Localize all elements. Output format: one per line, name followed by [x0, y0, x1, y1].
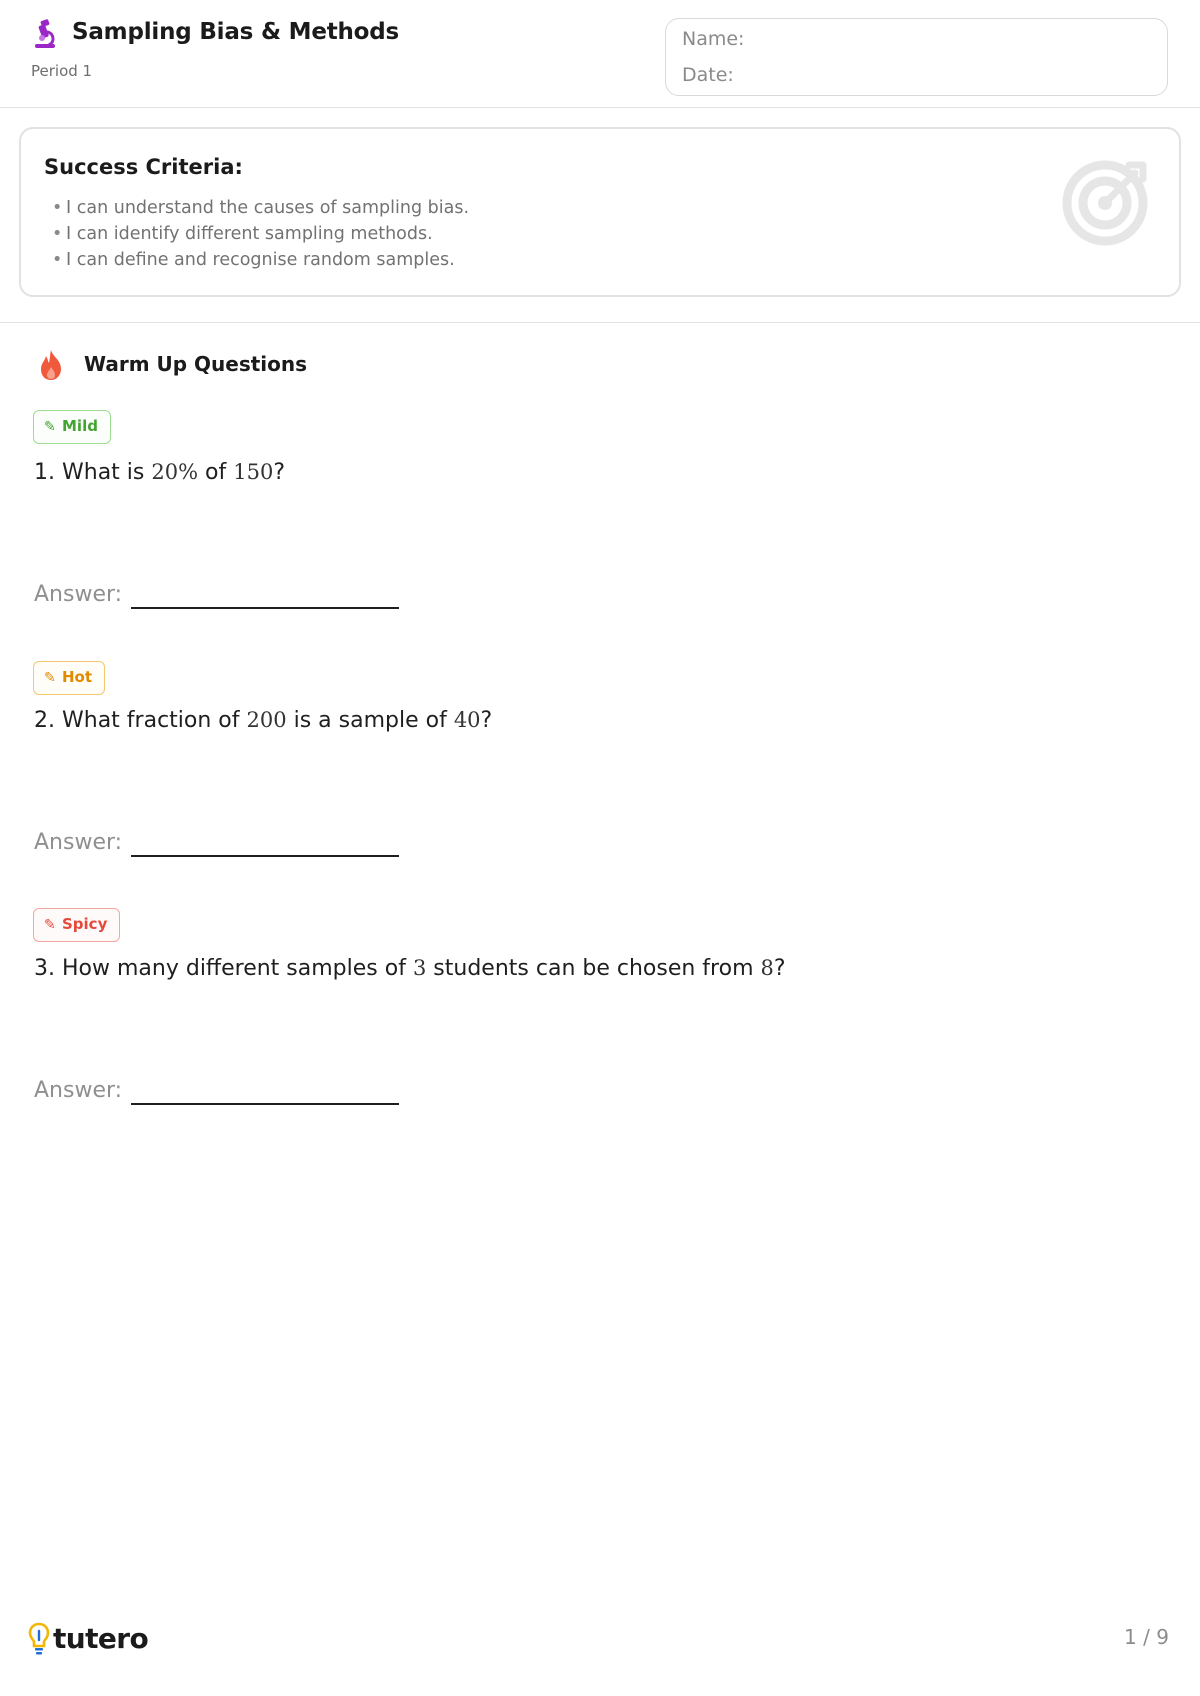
- chili-icon: ✎: [44, 917, 56, 933]
- answer-line[interactable]: [131, 855, 399, 857]
- name-date-box: [665, 18, 1168, 96]
- criteria-item: • I can understand the causes of sampling bias.: [52, 198, 470, 218]
- chili-icon: ✎: [44, 419, 56, 435]
- question-3: 3. How many different samples of 3 students can be chosen from 8?: [34, 956, 786, 981]
- answer-line[interactable]: [131, 1103, 399, 1105]
- date-field[interactable]: Date:: [682, 64, 734, 86]
- criteria-item: • I can define and recognise random samples.: [52, 250, 455, 270]
- worksheet-title: Sampling Bias & Methods: [72, 19, 400, 45]
- question-1: 1. What is 20% of 150?: [34, 460, 286, 485]
- answer-label: Answer:: [34, 1078, 123, 1103]
- section-divider: [0, 322, 1200, 323]
- success-criteria-list: [52, 195, 469, 273]
- criteria-item: • I can identify different sampling methods.: [52, 224, 433, 244]
- flame-icon: [38, 349, 64, 381]
- target-icon: [1061, 155, 1153, 247]
- answer-label: Answer:: [34, 582, 123, 607]
- question-2: 2. What fraction of 200 is a sample of 40?: [34, 708, 493, 733]
- footer-brand: tutero: [53, 1622, 149, 1655]
- answer-line[interactable]: [131, 607, 399, 609]
- difficulty-badge-spicy: ✎ Spicy: [33, 908, 120, 942]
- worksheet-header: [0, 0, 1200, 108]
- section-title: Warm Up Questions: [84, 352, 308, 376]
- answer-label: Answer:: [34, 830, 123, 855]
- lightbulb-icon: [28, 1622, 50, 1656]
- page-number: 1 / 9: [1124, 1625, 1169, 1649]
- microscope-icon: [32, 18, 58, 52]
- difficulty-badge-hot: ✎ Hot: [33, 661, 105, 695]
- success-criteria-title: Success Criteria:: [44, 155, 243, 179]
- name-field[interactable]: Name:: [682, 28, 745, 50]
- header-divider: [0, 107, 1200, 108]
- class-period: Period 1: [31, 62, 93, 80]
- success-criteria-box: [19, 127, 1181, 297]
- chili-icon: ✎: [44, 670, 56, 686]
- difficulty-badge-mild: ✎ Mild: [33, 410, 111, 444]
